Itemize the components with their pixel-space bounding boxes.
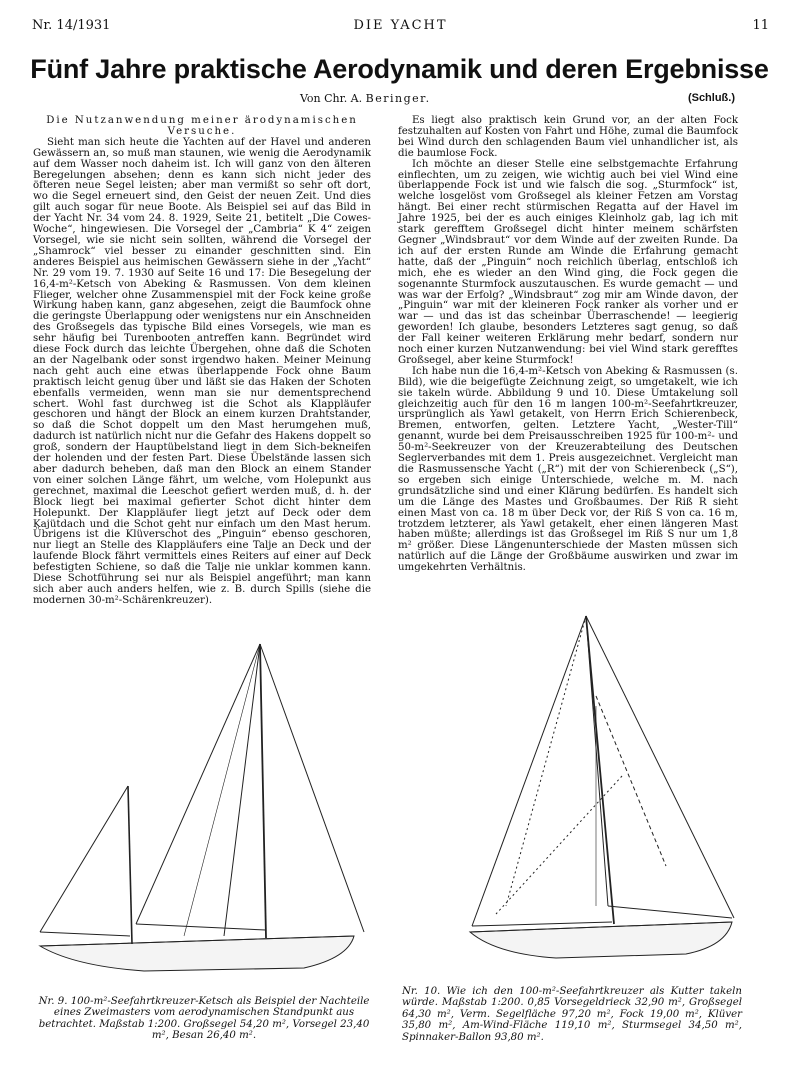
cutter-mainsail-leech	[472, 616, 586, 926]
cutter-forestay	[586, 616, 734, 918]
ketch-mainmast	[260, 644, 266, 938]
paragraph: Es liegt also praktisch kein Grund vor, an der alten Fock festzuhalten auf Kosten von Fahrt und Höhe, zumal die Baumfock bei Wind durch den schlagenden Baum viel unhandlicher ist, als die baumlose Fock.	[398, 115, 738, 159]
issue-number: Nr. 14/1931	[32, 18, 111, 33]
section-heading: Die Nutzanwendung meiner ärodynamischen Versuche.	[46, 115, 358, 137]
running-header	[32, 18, 769, 36]
ketch-mainsail-boom	[136, 924, 266, 930]
ketch-forestay	[260, 644, 364, 932]
ketch-mizzen-boom	[40, 932, 130, 936]
cutter-spinnaker-edge	[506, 616, 586, 906]
magazine-name: DIE YACHT	[353, 18, 448, 33]
cutter-sail-plan-figure	[436, 606, 741, 994]
conclusion-note: (Schluß.)	[687, 92, 735, 104]
paragraph: Ich habe nun die 16,4-m²-Ketsch von Abeking & Rasmussen (s. Bild), wie die beigefügte Zeichnung zeigt, so umgetakelt, wie ich sie takeln würde. Abbildung 9 und 10. Diese Umtakelung soll gleichzeitig auch für den 16 m langen 100-m²-Seefahrtkreuzer, ursprünglich als Yawl getakelt, von Herrn Erich Schierenbeck, Bremen, entworfen, gelten. Letztere Yacht, „Wester-Till“ genannt, wurde bei dem Preisausschreiben 1925 für 100-m²- und 50-m²-Seekreuzer von der Kreuzerabteilung des Deutschen Seglerverbandes mit dem 1. Preis ausgezeichnet. Vergleicht man die Rasmussensche Yacht („R“) mit der von Schierenbeck („S“), so ergeben sich einige Unterschiede, welche m. M. nach grundsätzliche sind und einer Klärung bedürfen. Es handelt sich um die Länge des Mastes und Großbaumes. Der Riß R sieht einen Mast von ca. 18 m über Deck vor, der Riß S von ca. 16 m, trotzdem letzterer, als Yawl getakelt, eher einen längeren Mast haben müßte; allerdings ist das Großsegel im Riß S nur um 1,8 m² größer. Diese Längenunterschiede der Masten müssen sich natürlich auf die Länge der Großbäume auswirken und zwar im umgekehrten Verhältnis.	[398, 365, 738, 574]
ketch-sail-plan-figure	[34, 636, 374, 994]
paragraph: Sieht man sich heute die Yachten auf der Havel und anderen Gewässern an, so muß man staunen, wie wenig die Aerodynamik auf dem Wasser noch daheim ist. Ich will ganz von den älteren Beregelungen absehen; denn es kann sich nicht jeder des öfteren neue Segel leisten; aber man vermißt so sehr oft dort, wo die Segel erneuert sind, den Geist der neuen Zeit. Und dies gilt auch sogar für neue Boote. Als Beispiel sei auf das Bild in der Yacht Nr. 34 vom 24. 8. 1929, Seite 21, betitelt „Die Cowes-Woche“, hingewiesen. Die Vorsegel der „Cambria“ K 4“ zeigen Vorsegel, wie sie nicht sein sollten, während die Vorsegel der „Shamrock“ viel besser zu einander geschnitten sind. Ein anderes Beispiel aus heimischen Gewässern siehe in der „Yacht“ Nr. 29 vom 19. 7. 1930 auf Seite 16 und 17: Die Besegelung der 16,4-m²-Ketsch von Abeking & Rasmussen. Von dem kleinen Flieger, welcher ohne Zusammenspiel mit der Fock keine große Wirkung haben kann, ganz abgesehen, zeigt die Baumfock ohne die geringste Überlappung oder wenigstens nur ein Anschneiden des Großsegels das typische Bild eines Vorsegels, wie man es sehr häufig bei Turenbooten antreffen kann. Begründet wird diese Fock durch das leichte Übergehen, ohne daß die Schoten an der Nagelbank oder sonst irgendwo haken. Meiner Meinung nach geht auch eine etwas überlappende Fock ohne Baum praktisch leicht genug über und läßt sie das Haken der Schoten ebenfalls vermeiden, wenn man sie nur dementsprechend schert. Wohl fast durchweg ist die Schot als Klappläufer geschoren und hängt der Block an einem kurzen Drahtstander, so daß die Schot doppelt um den Mast herumgehen muß, dadurch ist natürlich nicht nur die Gefahr des Hakens doppelt so groß, sondern der Hauptübelstand liegt in dem Sich-bekneifen der holenden und der festen Part. Diese Übelstände lassen sich aber dadurch beheben, daß man den Block an einem Stander von einer solchen Länge fährt, um welche, vom Holepunkt aus gerechnet, maximal die Leeschot gefiert werden muß, d. h. der Block liegt bei maximal gefierter Schot dicht hinter dem Holepunkt. Der Klappläufer liegt jetzt auf Deck oder dem Kajütdach und die Schot geht nur einfach um den Mast herum. Übrigens ist die Klüverschot des „Pinguin“ ebenso geschoren, nur liegt an Stelle des Klappläufers eine Talje an Deck und der laufende Block fährt vermittels eines Reiters auf einer auf Deck befestigten Schiene, so daß die Talje nie unklar kommen kann. Diese Schotführung sei nur als Beispiel angeführt; man kann sich aber auch anders helfen, wie z. B. durch Spills (siehe die modernen 30-m²-Schärenkreuzer).	[33, 136, 371, 606]
ketch-mizzenmast	[128, 786, 132, 944]
cutter-jib-leech	[586, 616, 608, 906]
cutter-mast	[586, 616, 614, 924]
left-column	[33, 116, 371, 607]
article-title: Fünf Jahre praktische Aerodynamik und deren Ergebnisse	[30, 54, 769, 84]
ketch-mizzen-leech	[40, 786, 128, 932]
ketch-headsail-leech	[224, 644, 260, 936]
author-name: Beringer.	[365, 92, 431, 105]
cutter-jib-foot	[608, 906, 732, 918]
page-number: 11	[752, 18, 769, 33]
paragraph: Ich möchte an dieser Stelle eine selbstgemachte Erfahrung einflechten, um zu zeigen, wie wichtig auch bei viel Wind eine überlappende Fock ist und wie falsch die sog. „Sturmfock“ ist, welche losgelöst vom Großsegel als kleiner Fetzen am Vorstag hängt. Bei einer recht stürmischen Regatta auf der Havel im Jahre 1925, bei der es auch einiges Kleinholz gab, lag ich mit stark gerefftem Großsegel dicht hinter meinem schärfsten Gegner „Windsbraut“ vor dem Winde auf der zweiten Runde. Da ich auf der ersten Runde am Winde die Erfahrung gemacht hatte, daß der „Pinguin“ noch reichlich überlag, entschloß ich mich, ehe es wieder an den Wind ging, die Fock gegen die sogenannte Sturmfock auszutauschen. Es wurde gemacht — und was war der Erfolg? „Windsbraut“ zog mir am Winde davon, der „Pinguin“ war mit der kleineren Fock ranker als vorher und er war — und das ist das scheinbar Überraschende! — leegierig geworden! Ich glaube, besonders Letzteres sagt genug, so daß der Fall keiner weiteren Erklärung mehr bedarf, sondern nur noch einer kurzen Nutzanwendung: bei viel Wind stark gerefftes Großsegel, aber keine Sturmfock!	[398, 158, 738, 366]
author-line	[300, 92, 431, 105]
right-column	[398, 116, 738, 574]
figure-9-caption: Nr. 9. 100-m²-Seefahrtkreuzer-Ketsch als Beispiel der Nachteile eines Zweimasters vom aerodynamischen Standpunkt aus betrachtet. Maßstab 1:200. Großsegel 54,20 m², Vorsegel 23,40 m², Besan 26,40 m².	[38, 996, 370, 1042]
author-prefix: Von Chr. A.	[300, 92, 363, 105]
figure-10-caption: Nr. 10. Wie ich den 100-m²-Seefahrtkreuzer als Kutter takeln würde. Maßstab 1:200. 0,85 Vorsegeldrieck 32,90 m², Großsegel 64,30 m², Verm. Segelfläche 97,20 m², Fock 19,00 m², Klüver 35,80 m², Am-Wind-Fläche 119,10 m², Sturmsegel 34,50 m², Spinnaker-Ballon 93,80 m².	[402, 986, 742, 1043]
cutter-mainsail-boom	[472, 922, 612, 926]
